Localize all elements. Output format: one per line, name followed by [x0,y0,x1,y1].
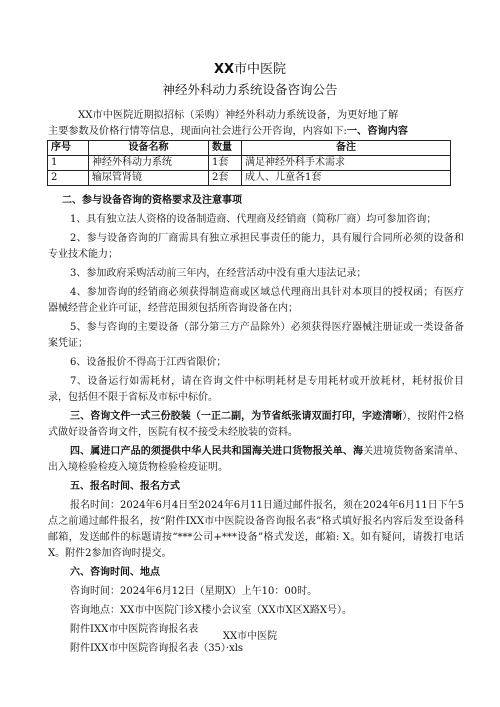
intro-line-2 [48,124,468,140]
consult-time: 咨询时间：2024年6月12日（星期X）上午10：00时。 [70,586,318,597]
requirement-item: 3、参加政府采购活动前三年内，在经营活动中没有重大违法记录； [70,268,367,279]
col-header-remark: 备注 [242,141,451,156]
requirement-item: 2、参与设备咨询的厂商需具有独立承担民事责任的能力，具有履行合同所必须的设备和专业技术能力； [48,233,464,260]
section-6-heading: 六、咨询时间、地点 [70,567,160,578]
table-cell: 1 [48,156,89,171]
intro-line-2-text: 主要参数及价格行情等信息，现面向社会进行公开咨询，内容如下: [48,126,347,137]
table-header-row [48,141,451,156]
requirement-item: 5、参与咨询的主要设备（部分第三方产品除外）必须获得医疗器械注册证或一类设备备案凭证； [48,322,464,349]
table-cell: 1套 [209,156,242,171]
table-cell: 成人、儿童各1套 [242,171,451,186]
section-3-paragraph [48,409,464,441]
table-row [48,156,451,171]
col-header-name: 设备名称 [89,141,209,156]
attachment-2: 附件IXX市中医院咨询报名表（35）·xls [70,643,244,654]
table-cell: 2套 [209,171,242,186]
table-cell: 神经外科动力系统 [89,156,209,171]
section-3-heading: 三、咨询文件一式三份胶装（一正二副，为节省纸张请双面打印，字迹清晰 [70,411,403,422]
col-header-index: 序号 [48,141,89,156]
document-subtitle: 神经外科动力系统设备咨询公告 [162,82,338,97]
requirement-item: 6、设备报价不得高于江西省限价； [70,357,227,368]
document-body [48,193,464,660]
table-cell: 输尿管肾镜 [89,171,209,186]
section-4-heading: 四、属进口产品的须提供中华人民共和国海关进口货物报关单、海 [70,446,364,457]
requirement-item: 7、设备运行如需耗材，请在咨询文件中标明耗材是专用耗材或开放耗材，耗材报价目录，包括但不限于省标及市标中标价。 [48,376,464,403]
intro-paragraph [48,108,468,140]
intro-line-1: XX市中医院近期拟招标（采购）神经外科动力系统设备，为更好地了解 [78,110,399,121]
section-4-paragraph [48,444,464,476]
title-rest-part: 市中医院 [234,62,287,77]
col-header-qty: 数量 [209,141,242,156]
table-cell: 满足神经外科手术需求 [242,156,451,171]
section-5-heading: 五、报名时间、报名方式 [70,481,180,492]
section-2-heading: 二、参与设备咨询的资格要求及注意事项 [62,195,242,206]
equipment-table [47,140,451,186]
title-bold-part: XX [213,62,235,77]
section-4-text: 关进境货物备案清单、出入境检验检疫入境货物检验检疫证明。 [48,446,465,473]
section-1-heading: 一、咨询内容 [346,126,408,137]
section-3-text: ），按附件2格式做好设备咨询文件，医院有权不接受未经胶装的资料。 [48,411,465,438]
consult-place: 咨询地点：XX市中医院门诊X楼小会议室（XX市X区X路X号）。 [70,605,352,616]
table-row [48,171,451,186]
attachment-1: 附件IXX市中医院咨询报名表 [70,624,199,635]
section-5-text: 报名时间：2024年6月4日至2024年6月11日通过邮件报名，须在2024年6月11日下午5点之前通过邮件报名，按“附件IXX市中医院设备咨询报名表”格式填好报名内容后发至设备科邮箱，发送邮件的标题请按“***公司+***设备”格式发送，邮箱: X。如有疑问，请拨打电话X。附件2参加咨询时提交。 [48,500,464,559]
document-title [0,58,500,77]
table-cell: 2 [48,171,89,186]
signature: XX市中医院 [222,631,278,642]
requirement-item: 4、参加咨询的经销商必须获得制造商或区域总代理商出具针对本项目的授权函；有医疗器械经营企业许可证，经营范围须包括所咨询设备在内； [48,287,464,314]
requirement-item: 1、具有独立法人资格的设备制造商、代理商及经销商（简称厂商）均可参加咨询； [70,214,437,225]
